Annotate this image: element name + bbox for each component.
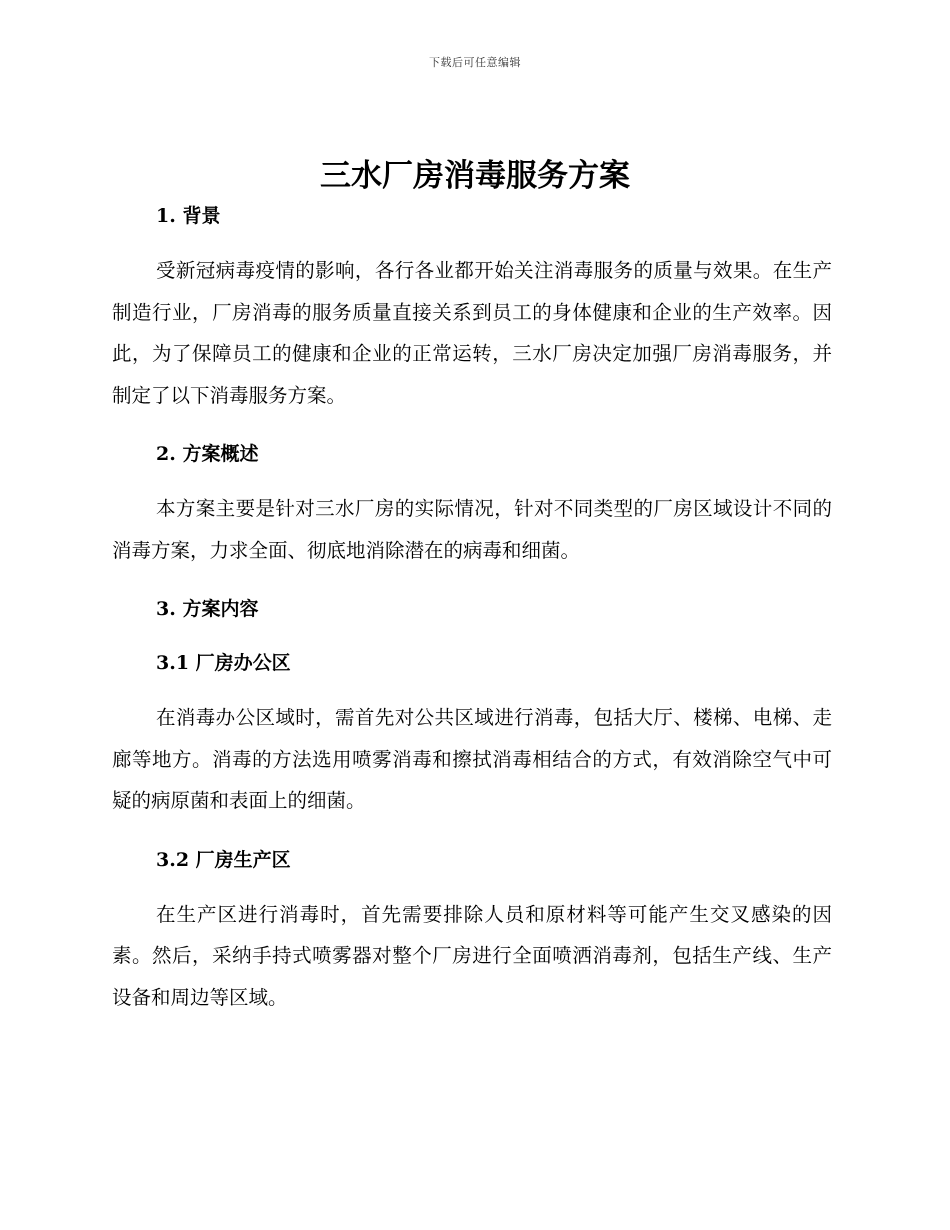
section-heading-background: 1. 背景 [156,205,221,227]
document-title: 三水厂房消毒服务方案 [320,158,630,194]
subsection-paragraph-office: 在消毒办公区域时，需首先对公共区域进行消毒，包括大厅、楼梯、电梯、走廊等地方。消毒的方法选用喷雾消毒和擦拭消毒相结合的方式，有效消除空气中可疑的病原菌和表面上的细菌。 [112,706,832,812]
section-heading-content: 3. 方案内容 [156,598,259,620]
section-paragraph-background: 受新冠病毒疫情的影响，各行各业都开始关注消毒服务的质量与效果。在生产制造行业，厂房消毒的服务质量直接关系到员工的身体健康和企业的生产效率。因此，为了保障员工的健康和企业的正常运转，三水厂房决定加强厂房消毒服务，并制定了以下消毒服务方案。 [112,259,832,407]
subsection-heading-office: 3.1 厂房办公区 [156,652,291,674]
section-heading-overview: 2. 方案概述 [156,443,259,465]
page-header-note: 下载后可任意编辑 [429,56,521,69]
section-paragraph-overview: 本方案主要是针对三水厂房的实际情况，针对不同类型的厂房区域设计不同的消毒方案，力求全面、彻底地消除潜在的病毒和细菌。 [112,497,832,562]
document-body [112,200,832,1018]
subsection-paragraph-production: 在生产区进行消毒时，首先需要排除人员和原材料等可能产生交叉感染的因素。然后，采纳手持式喷雾器对整个厂房进行全面喷洒消毒剂，包括生产线、生产设备和周边等区域。 [112,902,832,1009]
subsection-heading-production: 3.2 厂房生产区 [156,848,291,871]
